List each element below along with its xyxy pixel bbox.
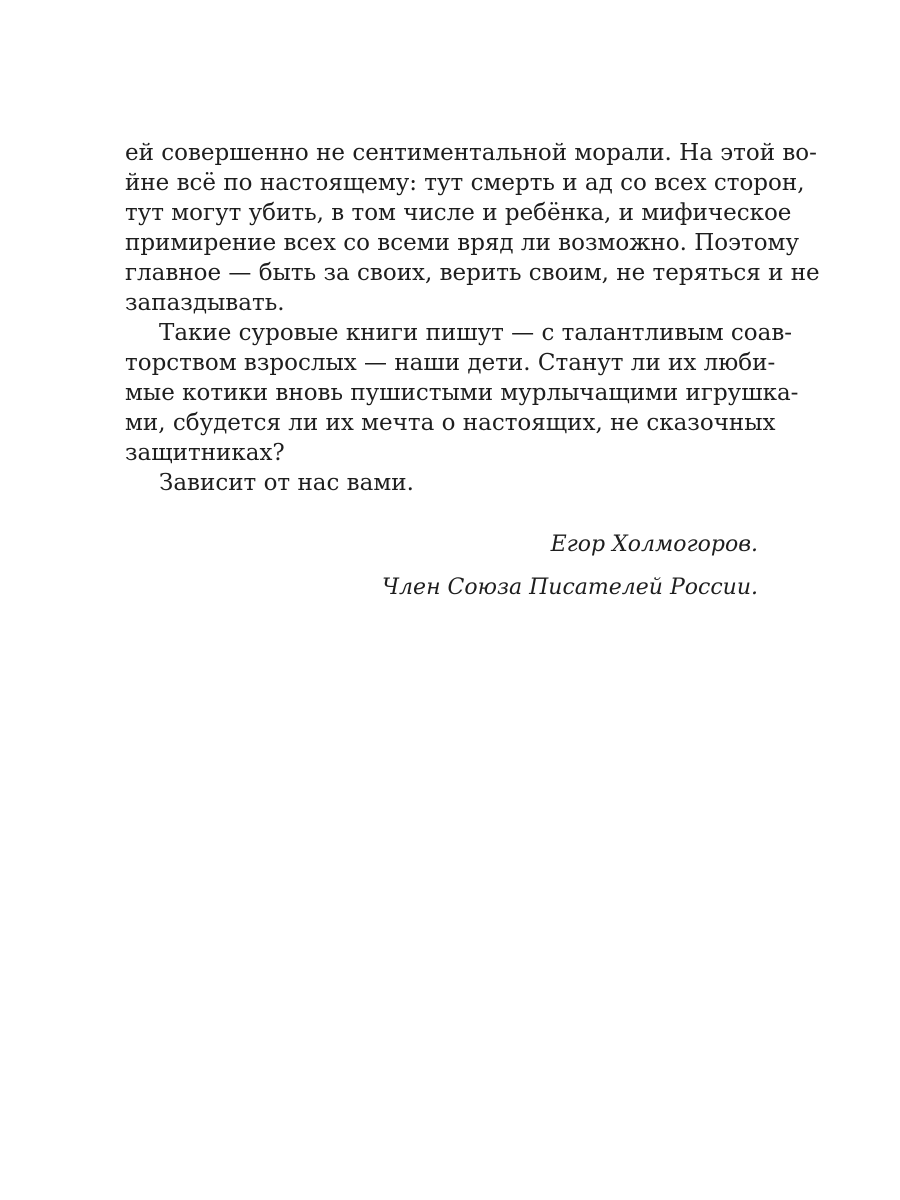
text-line: примирение всех со всеми вряд ли возможно. Поэтому (125, 230, 799, 256)
author-signature-title: Член Союза Писателей России. (382, 575, 758, 600)
paragraph-2 (125, 318, 799, 468)
text-line: защитниках? (125, 440, 285, 466)
text-line: тут могут убить, в том числе и ребёнка, и мифическое (125, 200, 792, 226)
paragraph-3 (125, 468, 765, 498)
text-line: торством взрослых — наши дети. Станут ли их люби- (125, 350, 776, 376)
text-line: йне всё по настоящему: тут смерть и ад со всех сторон, (125, 170, 805, 196)
body-text (125, 138, 820, 498)
text-line: Такие суровые книги пишут — с талантливым соав- (159, 320, 793, 346)
text-line: ей совершенно не сентиментальной морали. На этой во- (125, 140, 817, 166)
text-line: ми, сбудется ли их мечта о настоящих, не сказочных (125, 410, 776, 436)
author-signature-name: Егор Холмогоров. (550, 532, 758, 557)
paragraph-1 (125, 138, 820, 318)
text-line: Зависит от нас вами. (159, 470, 414, 496)
text-line: главное — быть за своих, верить своим, не теряться и не (125, 260, 820, 286)
text-line: мые котики вновь пушистыми мурлычащими игрушка- (125, 380, 799, 406)
text-line: запаздывать. (125, 290, 285, 316)
